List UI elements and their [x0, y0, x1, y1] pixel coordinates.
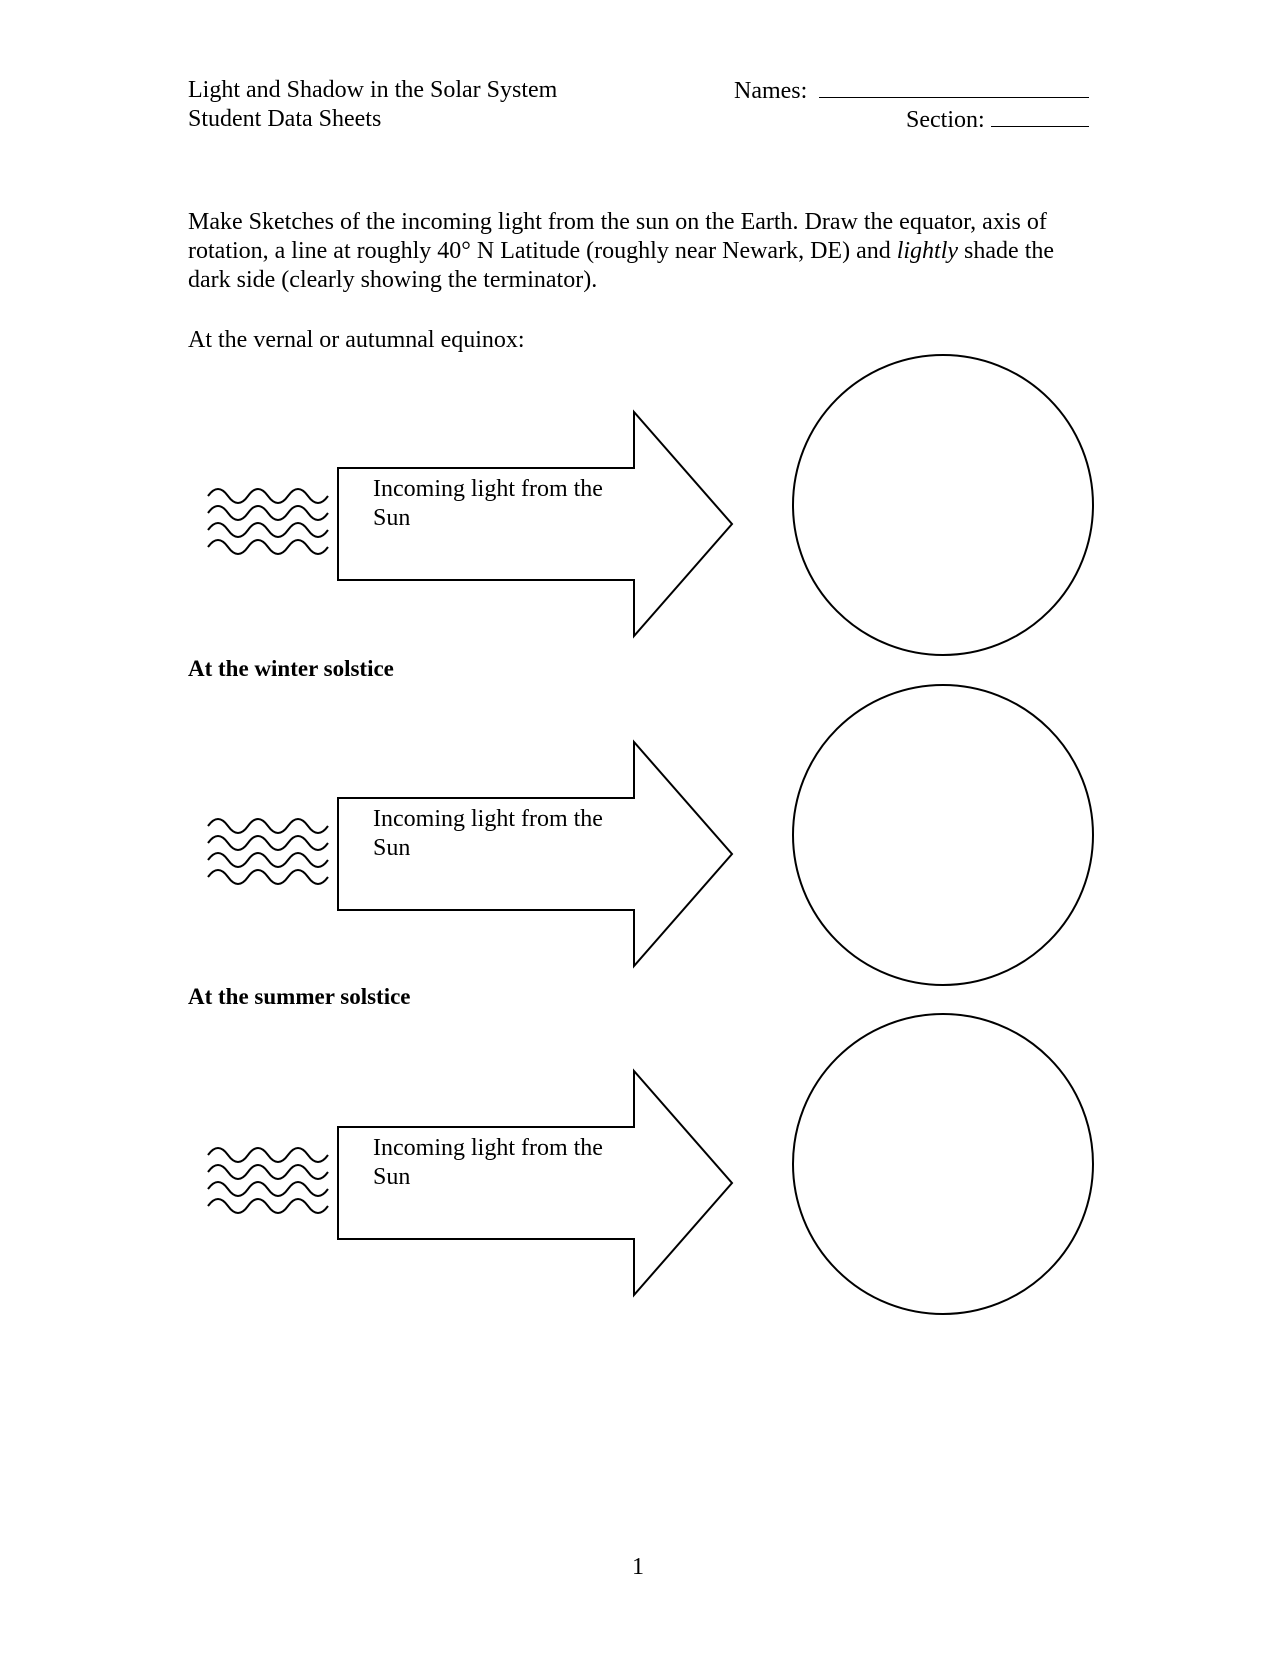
arrow-label-line1: Incoming light from the: [373, 1135, 603, 1161]
names-label: Names:: [734, 78, 808, 104]
sunlight-waves-icon: [208, 1148, 328, 1213]
document-title: Light and Shadow in the Solar System: [188, 77, 558, 103]
arrow-label-line2: Sun: [373, 505, 411, 531]
page-number: 1: [632, 1554, 644, 1580]
summer-diagram: [208, 1014, 1093, 1314]
earth-sketch-circle-summer[interactable]: [793, 1014, 1093, 1314]
section-label-equinox: At the vernal or autumnal equinox:: [188, 327, 525, 353]
sunlight-waves-icon: [208, 819, 328, 884]
sunlight-waves-icon: [208, 489, 328, 554]
arrow-label-line2: Sun: [373, 835, 411, 861]
earth-sketch-circle-winter[interactable]: [793, 685, 1093, 985]
section-label-winter: At the winter solstice: [188, 656, 394, 681]
section-label-summer: At the summer solstice: [188, 984, 411, 1009]
earth-sketch-circle-equinox[interactable]: [793, 355, 1093, 655]
equinox-diagram: [208, 355, 1093, 655]
instructions-text-1: Make Sketches of the incoming light from the sun on the Earth. Draw the equator, axis of rotation, a line at roughly 40° N Latitude (roughly near Newark, DE) and: [188, 209, 1047, 264]
winter-diagram: [208, 685, 1093, 985]
arrow-label-summer: [373, 1134, 633, 1192]
arrow-label-line1: Incoming light from the: [373, 476, 603, 502]
section-label: Section:: [906, 107, 985, 133]
document-subtitle: Student Data Sheets: [188, 106, 382, 132]
arrow-label-line1: Incoming light from the: [373, 806, 603, 832]
arrow-label-equinox: [373, 475, 633, 533]
instructions-text-2: shade the dark side (clearly showing the terminator).: [188, 238, 1055, 293]
instructions-emphasis: lightly: [896, 238, 959, 264]
arrow-label-line2: Sun: [373, 1164, 411, 1190]
arrow-label-winter: [373, 805, 633, 863]
